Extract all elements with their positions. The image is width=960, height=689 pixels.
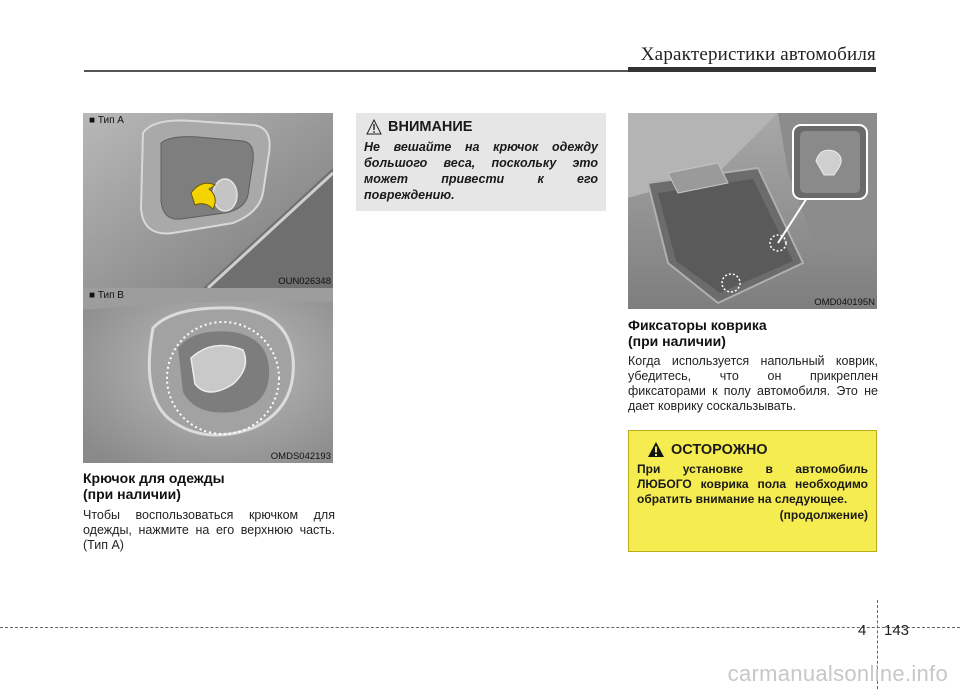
floor-mat-heading-line2: (при наличии) bbox=[628, 333, 726, 349]
notice-text: Не вешайте на крючок одежду большого веса, поскольку это может привести к его повреждению. bbox=[364, 140, 598, 202]
caution-box bbox=[628, 430, 877, 552]
figure-hook-type-b bbox=[83, 288, 333, 463]
figure-type-tag: ■ Тип B bbox=[89, 290, 124, 301]
caution-title-text: ОСТОРОЖНО bbox=[671, 441, 768, 458]
floor-mat-text: Когда используется напольный коврик, убедитесь, что он прикреплен фиксаторами к полу автомобиля. Это не дает коврику соскальзывать. bbox=[628, 354, 878, 413]
hook-type-a-illustration bbox=[83, 113, 333, 288]
page-header-title: Характеристики автомобиля bbox=[640, 44, 876, 65]
chapter-number: 4 bbox=[858, 622, 867, 639]
hook-type-b-illustration bbox=[83, 288, 333, 463]
caution-title bbox=[647, 441, 868, 458]
watermark: carmanualsonline.info bbox=[727, 661, 948, 686]
notice-title-text: ВНИМАНИЕ bbox=[388, 119, 473, 135]
figure-hook-type-a bbox=[83, 113, 333, 288]
notice-title bbox=[366, 119, 598, 135]
coat-hook-heading bbox=[83, 470, 333, 502]
floor-mat-illustration bbox=[628, 113, 877, 309]
caution-continued: (продолжение) bbox=[779, 508, 868, 522]
header-rule-accent bbox=[628, 67, 876, 72]
coat-hook-heading-line2: (при наличии) bbox=[83, 486, 181, 502]
floor-mat-heading bbox=[628, 317, 878, 349]
figure-type-tag: ■ Тип A bbox=[89, 115, 124, 126]
footer-rule bbox=[0, 627, 960, 628]
figure-code: OUN026348 bbox=[278, 276, 331, 287]
figure-code: OMD040195N bbox=[814, 297, 875, 308]
floor-mat-heading-line1: Фиксаторы коврика bbox=[628, 317, 767, 333]
page-number: 143 bbox=[884, 622, 910, 639]
coat-hook-text: Чтобы воспользоваться крючком для одежды, нажмите на его верхнюю часть. (Тип A) bbox=[83, 508, 335, 552]
warning-triangle-icon bbox=[366, 119, 382, 135]
caution-text: При установке в автомобиль ЛЮБОГО коврика пола необходимо обратить внимание на следующее. bbox=[637, 462, 868, 506]
notice-box bbox=[356, 113, 606, 211]
figure-floor-mat-anchor bbox=[628, 113, 877, 309]
caution-triangle-icon bbox=[647, 441, 665, 458]
coat-hook-heading-line1: Крючок для одежды bbox=[83, 470, 225, 486]
figure-code: OMDS042193 bbox=[270, 451, 331, 462]
